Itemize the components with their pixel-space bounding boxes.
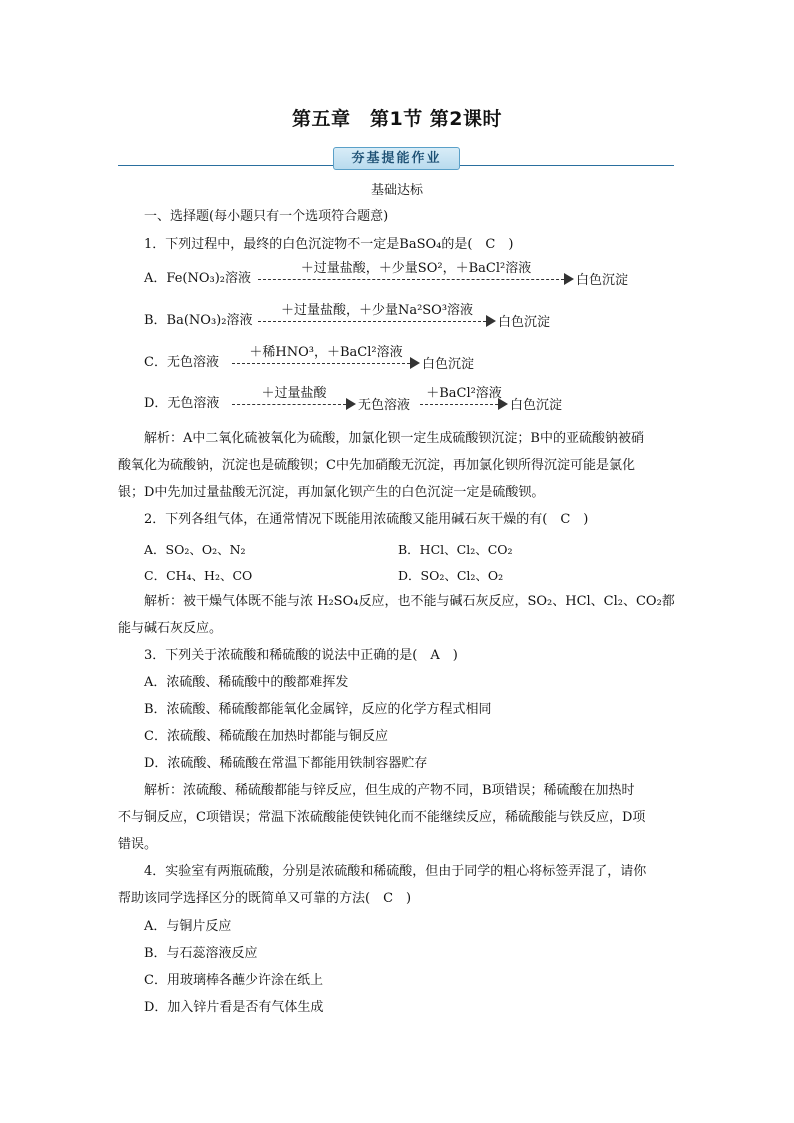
q2-option-b: B．HCl、Cl₂、CO₂ <box>398 542 513 557</box>
q4-option-c: C．用玻璃棒各蘸少许涂在纸上 <box>144 973 323 988</box>
q2-option-a: A．SO₂、O₂、N₂ <box>144 542 246 557</box>
q1-option-d-start: D．无色溶液 <box>144 396 220 411</box>
q1-option-d-condition-1: ＋过量盐酸 <box>261 386 327 401</box>
q1-option-d-arrow-2 <box>420 386 508 414</box>
q1-option-c-condition: ＋稀HNO³，＋BaCl²溶液 <box>249 345 403 360</box>
q3-analysis-line-3: 错误。 <box>118 837 158 852</box>
q1-analysis-line-1: 解析：A中二氧化硫被氧化为硫酸，加氯化钡一定生成硫酸钡沉淀；B中的亚硫酸钠被硝 <box>144 431 644 446</box>
q2-stem: 2．下列各组气体，在通常情况下既能用浓硫酸又能用碱石灰干燥的有( C ) <box>144 512 589 527</box>
q1-option-d-mid: 无色溶液 <box>358 398 411 413</box>
q1-option-d-condition-2: ＋BaCl²溶液 <box>426 386 502 401</box>
q1-stem: 1．下列过程中，最终的白色沉淀物不一定是BaSO₄的是( C ) <box>144 237 514 252</box>
q4-option-d: D．加入锌片看是否有气体生成 <box>144 1000 324 1015</box>
q1-option-b-condition: ＋过量盐酸，＋少量Na²SO³溶液 <box>280 303 474 318</box>
q1-option-a-condition: ＋过量盐酸，＋少量SO²，＋BaCl²溶液 <box>300 261 532 276</box>
q1-analysis-line-2: 酸氧化为硫酸钠，沉淀也是硫酸钡；C中先加硝酸无沉淀，再加氯化钡所得沉淀可能是氯化 <box>118 458 635 473</box>
q1-option-c-end: 白色沉淀 <box>422 357 475 372</box>
q1-option-a-arrow <box>258 261 574 289</box>
q3-stem: 3．下列关于浓硫酸和稀硫酸的说法中正确的是( A ) <box>144 648 458 663</box>
q1-option-b-end: 白色沉淀 <box>498 315 551 330</box>
q1-option-c-arrow <box>232 345 420 373</box>
q3-analysis-line-1: 解析：浓硫酸、稀硫酸都能与锌反应，但生成的产物不同，B项错误；稀硫酸在加热时 <box>144 783 635 798</box>
section-badge: 夯基提能作业 <box>333 147 460 170</box>
q4-stem-line-1: 4．实验室有两瓶硫酸，分别是浓硫酸和稀硫酸，但由于同学的粗心将标签弄混了，请你 <box>144 864 647 879</box>
q3-option-b: B．浓硫酸、稀硫酸都能氧化金属锌，反应的化学方程式相同 <box>144 702 492 717</box>
q1-option-c-start: C．无色溶液 <box>144 355 219 370</box>
q1-option-b-start: B．Ba(NO₃)₂溶液 <box>144 313 253 328</box>
q4-option-b: B．与石蕊溶液反应 <box>144 946 258 961</box>
q1-option-a-end: 白色沉淀 <box>576 273 629 288</box>
q2-analysis-line-1: 解析：被干燥气体既不能与浓 H₂SO₄反应，也不能与碱石灰反应，SO₂、HCl、Cl₂、CO₂都 <box>144 594 675 609</box>
level-subtitle: 基础达标 <box>370 183 423 198</box>
q1-option-b-arrow <box>258 303 496 331</box>
q1-option-d-arrow-1 <box>232 386 356 414</box>
q2-analysis-line-2: 能与碱石灰反应。 <box>118 621 223 636</box>
q3-analysis-line-2: 不与铜反应，C项错误；常温下浓硫酸能使铁钝化而不能继续反应，稀硫酸能与铁反应，D项 <box>118 810 646 825</box>
q4-stem-line-2: 帮助该同学选择区分的既简单又可靠的方法( C ) <box>118 891 412 906</box>
q1-option-a-start: A．Fe(NO₃)₂溶液 <box>144 271 251 286</box>
q3-option-d: D．浓硫酸、稀硫酸在常温下都能用铁制容器贮存 <box>144 756 428 771</box>
q1-analysis-line-3: 银；D中先加过量盐酸无沉淀，再加氯化钡产生的白色沉淀一定是硫酸钡。 <box>118 485 545 500</box>
q1-option-d-end: 白色沉淀 <box>510 398 563 413</box>
q2-option-d: D．SO₂、Cl₂、O₂ <box>398 568 504 583</box>
page-title: 第五章 第1节 第2课时 <box>291 108 503 130</box>
q4-option-a: A．与铜片反应 <box>144 919 232 934</box>
q3-option-c: C．浓硫酸、稀硫酸在加热时都能与铜反应 <box>144 729 388 744</box>
q2-option-c: C．CH₄、H₂、CO <box>144 568 253 583</box>
section-heading: 一、选择题(每小题只有一个选项符合题意) <box>144 209 389 224</box>
q3-option-a: A．浓硫酸、稀硫酸中的酸都难挥发 <box>144 675 349 690</box>
